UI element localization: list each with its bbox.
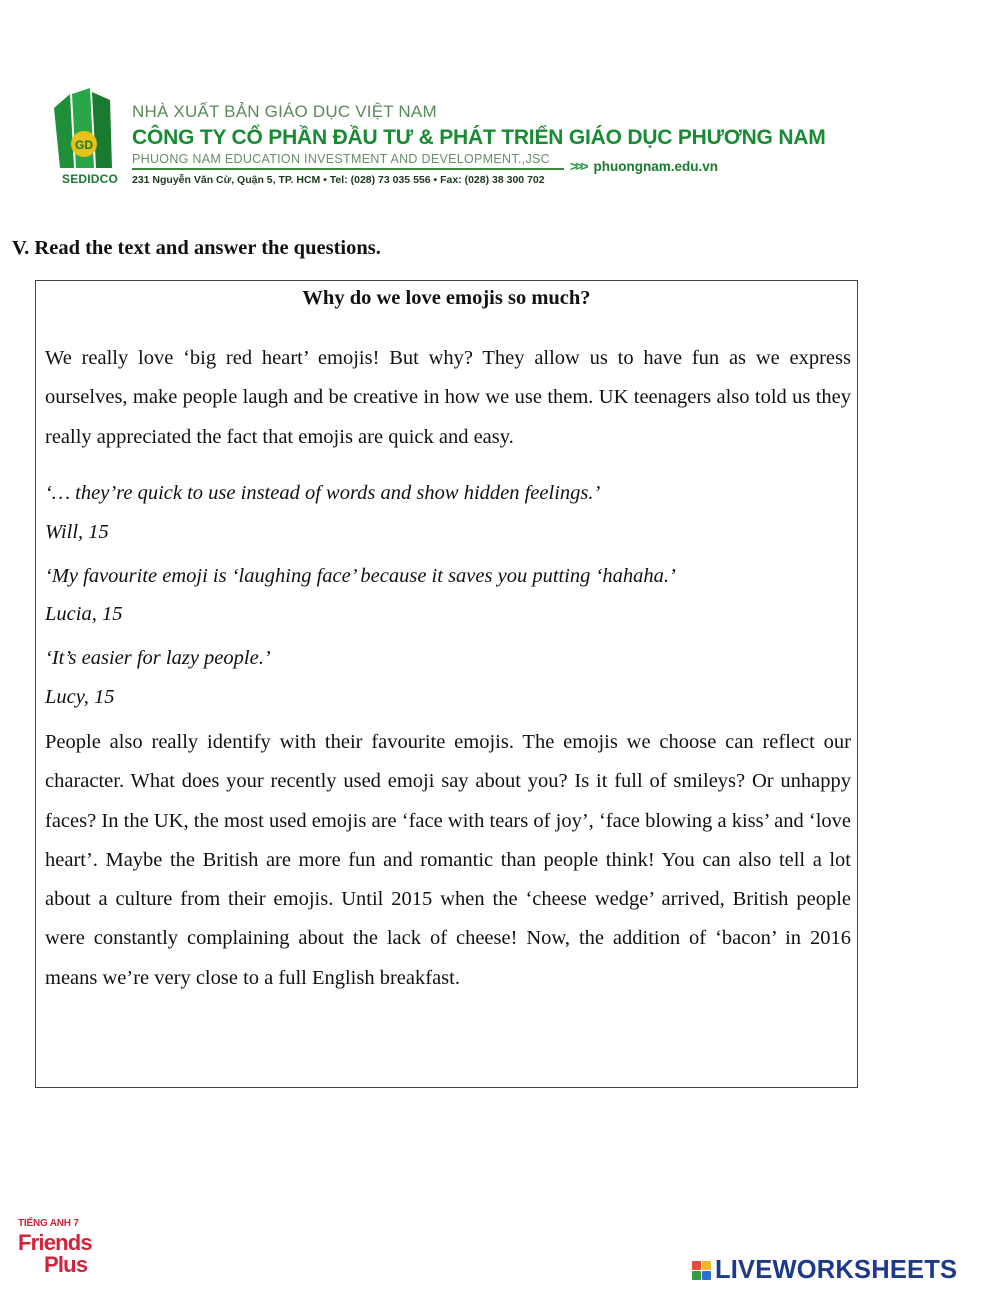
article-title: Why do we love emojis so much?	[302, 287, 591, 309]
quote-3: ‘It’s easier for lazy people.’	[45, 647, 271, 669]
website-text: phuongnam.edu.vn	[593, 159, 719, 174]
article-paragraph-1: We really love ‘big red heart’ emojis! But why? They allow us to have fun as we express ourselves, make people laugh and be creative in how we use them. UK teenagers also told us they really appreciated the fact that emojis are quick and easy.	[45, 347, 851, 448]
quote-1: ‘… they’re quick to use instead of words and show hidden feelings.’	[45, 482, 601, 504]
book-series-label: TIẾNG ANH 7	[18, 1218, 79, 1229]
publisher-name: NHÀ XUẤT BẢN GIÁO DỤC VIỆT NAM	[132, 102, 437, 121]
liveworksheets-text: LIVEWORKSHEETS	[715, 1255, 958, 1284]
book-name-friends: Friends	[18, 1230, 92, 1255]
chevrons-icon: >>>	[570, 158, 586, 174]
quote-3-author: Lucy, 15	[45, 686, 115, 708]
logo-mark-text: GD	[75, 138, 93, 152]
liveworksheets-logo[interactable]	[692, 1255, 957, 1285]
reading-text-box	[35, 280, 858, 1088]
liveworksheets-icon	[692, 1261, 711, 1280]
friends-plus-logo	[18, 1218, 118, 1282]
section-title: V. Read the text and answer the questions.	[12, 237, 381, 259]
quote-2-author: Lucia, 15	[45, 603, 123, 625]
sedidco-label: SEDIDCO	[62, 172, 119, 186]
company-name-english: PHUONG NAM EDUCATION INVESTMENT AND DEVELOPMENT.,JSC	[132, 152, 550, 166]
company-name: CÔNG TY CỔ PHẦN ĐẦU TƯ & PHÁT TRIỂN GIÁO DỤC PHƯƠNG NAM	[132, 126, 826, 149]
company-website[interactable]	[570, 158, 718, 174]
book-name-plus: Plus	[44, 1252, 88, 1277]
header-divider	[132, 168, 564, 170]
quote-2: ‘My favourite emoji is ‘laughing face’ because it saves you putting ‘hahaha.’	[45, 565, 676, 587]
publisher-header	[50, 88, 826, 193]
article-paragraph-2: People also really identify with their favourite emojis. The emojis we choose can reflect our character. What does your recently used emoji say about you? Is it full of smileys? Or unhappy faces? In the UK, the most used emojis are ‘face with tears of joy’, ‘face blowing a kiss’ and ‘love heart’. Maybe the British are more fun and romantic than people think! You can also tell a lot about a culture from their emojis. Until 2015 when the ‘cheese wedge’ arrived, British people were constantly complaining about the lack of cheese! Now, the addition of ‘bacon’ in 2016 means we’re very close to a full English breakfast.	[45, 731, 851, 989]
company-address: 231 Nguyễn Văn Cừ, Quận 5, TP. HCM • Tel: (028) 73 035 556 • Fax: (028) 38 300 702	[132, 174, 545, 186]
quote-1-author: Will, 15	[45, 521, 109, 543]
